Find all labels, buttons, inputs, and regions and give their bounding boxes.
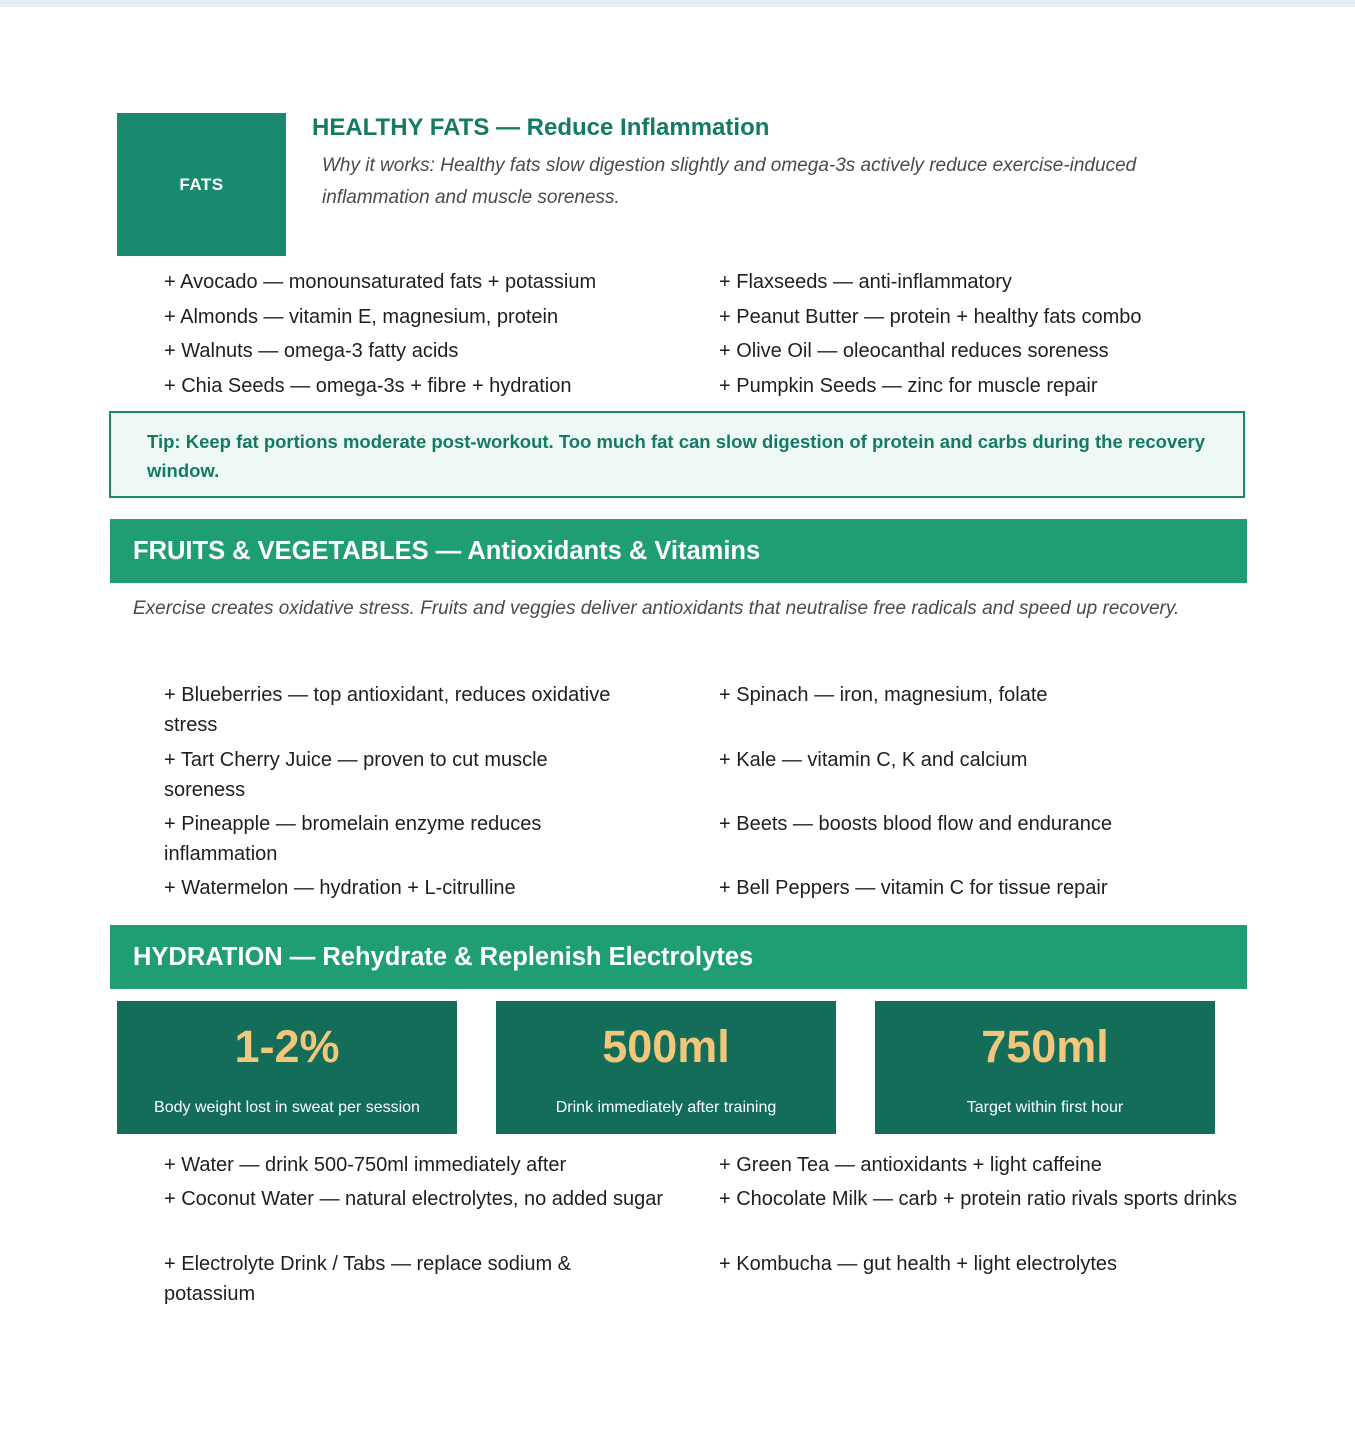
list-item: + Kombucha — gut health + light electrolytes [719, 1253, 1118, 1275]
list-item: + Chocolate Milk — carb + protein ratio rivals sports drinks [719, 1188, 1237, 1210]
stat-label: Drink immediately after training [555, 1099, 777, 1116]
list-item: + Beets — boosts blood flow and endurance [719, 813, 1113, 835]
list-item: + Water — drink 500-750ml immediately after [164, 1154, 567, 1176]
stat-value: 500ml [602, 1021, 730, 1072]
fats-list-left [164, 265, 684, 403]
list-item: + Blueberries — top antioxidant, reduces oxidative stress [164, 684, 611, 736]
stat-label: Target within first hour [966, 1099, 1124, 1116]
stat-card [875, 1001, 1215, 1134]
list-item: + Electrolyte Drink / Tabs — replace sodium & potassium [164, 1253, 572, 1305]
fats-badge-label: FATS [179, 174, 224, 194]
stat-value: 750ml [981, 1021, 1109, 1072]
list-item: + Almonds — vitamin E, magnesium, protein [164, 305, 559, 328]
list-item: + Watermelon — hydration + L-citrulline [164, 877, 516, 899]
stat-card [496, 1001, 836, 1134]
stat-value: 1-2% [234, 1021, 340, 1072]
list-item: + Green Tea — antioxidants + light caffeine [719, 1154, 1102, 1176]
stat-card [117, 1001, 457, 1134]
fats-tip-box [109, 411, 1245, 498]
list-item: + Walnuts — omega-3 fatty acids [164, 340, 459, 363]
fats-tip-text: Tip: Keep fat portions moderate post-workout. Too much fat can slow digestion of protein and carbs during the recovery window. [147, 431, 1206, 481]
list-item: + Chia Seeds — omega-3s + fibre + hydration [164, 374, 572, 397]
fats-list-right [719, 265, 1239, 403]
fats-badge [117, 113, 286, 256]
fats-title: HEALTHY FATS — Reduce Inflammation [312, 114, 770, 141]
hydration-section-header [110, 925, 1247, 989]
list-item: + Pineapple — bromelain enzyme reduces inflammation [164, 813, 542, 865]
list-item: + Olive Oil — oleocanthal reduces soreness [719, 340, 1109, 363]
list-item: + Bell Peppers — vitamin C for tissue repair [719, 877, 1108, 899]
list-item: + Coconut Water — natural electrolytes, no added sugar [164, 1188, 663, 1210]
fats-why-text: Why it works: Healthy fats slow digestion slightly and omega-3s actively reduce exercise-induced inflammation and muscle soreness. [322, 155, 1137, 208]
list-item: + Flaxseeds — anti-inflammatory [719, 271, 1012, 293]
list-item: + Tart Cherry Juice — proven to cut muscle soreness [164, 749, 548, 801]
list-item: + Spinach — iron, magnesium, folate [719, 684, 1048, 706]
list-item: + Kale — vitamin C, K and calcium [719, 749, 1028, 771]
fruits-intro: Exercise creates oxidative stress. Fruits and veggies deliver antioxidants that neutralise free radicals and speed up recovery. [133, 598, 1180, 619]
list-item: + Peanut Butter — protein + healthy fats combo [719, 305, 1142, 328]
fruits-section-header [110, 519, 1247, 583]
list-item: + Avocado — monounsaturated fats + potassium [164, 271, 597, 293]
stat-label: Body weight lost in sweat per session [154, 1099, 420, 1116]
hydration-section-title: HYDRATION — Rehydrate & Replenish Electrolytes [133, 942, 754, 971]
fruits-section-title: FRUITS & VEGETABLES — Antioxidants & Vitamins [133, 536, 761, 565]
top-bar [0, 0, 1355, 7]
list-item: + Pumpkin Seeds — zinc for muscle repair [719, 374, 1098, 397]
